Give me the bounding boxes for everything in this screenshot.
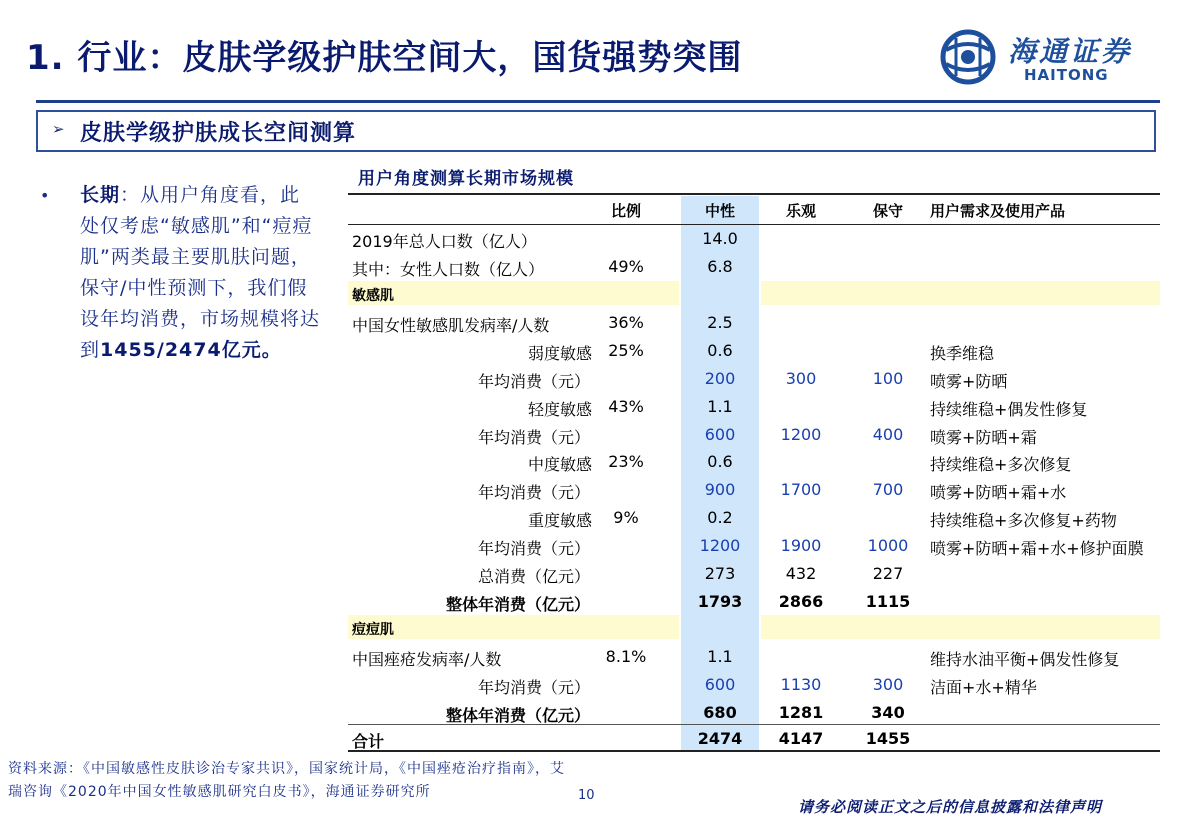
row-label: 年均消费（元） bbox=[477, 678, 590, 697]
table-top-rule bbox=[348, 193, 1160, 195]
row-label: 中度敏感 bbox=[527, 455, 592, 474]
cell-neutral: 200 bbox=[704, 369, 736, 388]
bullet-icon: • bbox=[40, 186, 50, 205]
section-title: 皮肤学级护肤成长空间测算 bbox=[80, 121, 357, 146]
cell-ratio: 23% bbox=[608, 452, 644, 471]
table-row bbox=[348, 365, 1160, 393]
cell-need: 持续维稳+多次修复 bbox=[930, 455, 1072, 474]
summary-text-1: ：从用户角度看，此处仅考虑“敏感肌”和“痘痘肌”两类最主要肌肤问题，保守/中性预测下，我们假设年均消费，市场规模将达到 bbox=[80, 184, 321, 361]
cell-conservative: 340 bbox=[871, 703, 905, 722]
table-row bbox=[348, 253, 1160, 281]
table-row bbox=[348, 532, 1160, 560]
header-neutral: 中性 bbox=[704, 202, 735, 220]
table-row bbox=[348, 309, 1160, 337]
cell-need: 喷雾+防晒+霜+水+修护面膜 bbox=[930, 539, 1144, 558]
row-label: 总消费（亿元） bbox=[477, 567, 590, 586]
table-subtotal-row bbox=[348, 588, 1160, 616]
header-ratio: 比例 bbox=[610, 202, 641, 220]
cell-neutral: 0.6 bbox=[707, 341, 733, 360]
row-label: 2019年总人口数（亿人） bbox=[352, 232, 537, 251]
company-logo bbox=[938, 28, 1168, 88]
cell-need: 喷雾+防晒+霜+水 bbox=[930, 483, 1067, 502]
row-label: 重度敏感 bbox=[527, 511, 592, 530]
table-total-row bbox=[348, 725, 1160, 753]
cell-conservative: 300 bbox=[872, 675, 904, 694]
source-note: 资料来源：《中国敏感性皮肤诊治专家共识》，国家统计局，《中国痤疮治疗指南》，艾瑞咨询《2020年中国女性敏感肌研究白皮书》，海通证券研究所 bbox=[8, 761, 565, 800]
cell-neutral: 900 bbox=[704, 480, 736, 499]
cell-conservative: 100 bbox=[872, 369, 904, 388]
logo-english-name: HAITONG bbox=[1024, 66, 1109, 84]
section-label: 敏感肌 bbox=[352, 288, 394, 304]
cell-ratio: 9% bbox=[613, 508, 639, 527]
row-label: 年均消费（元） bbox=[477, 372, 590, 391]
cell-neutral: 680 bbox=[703, 703, 737, 722]
table-subtotal-row bbox=[348, 699, 1160, 727]
cell-ratio: 25% bbox=[608, 341, 644, 360]
header-need: 用户需求及使用产品 bbox=[930, 202, 1066, 220]
cell-need: 喷雾+防晒 bbox=[930, 372, 1008, 391]
row-label: 合计 bbox=[352, 732, 385, 751]
cell-optimistic: 4147 bbox=[778, 729, 824, 748]
cell-neutral: 14.0 bbox=[702, 229, 738, 248]
cell-ratio: 43% bbox=[608, 397, 644, 416]
cell-need: 洁面+水+精华 bbox=[930, 678, 1037, 697]
row-label: 中国痤疮发病率/人数 bbox=[352, 650, 502, 669]
table-row bbox=[348, 643, 1160, 671]
cell-conservative: 700 bbox=[872, 480, 904, 499]
table-row bbox=[348, 448, 1160, 476]
cell-conservative: 400 bbox=[872, 425, 904, 444]
row-label: 中国女性敏感肌发病率/人数 bbox=[352, 316, 550, 335]
cell-optimistic: 1281 bbox=[778, 703, 824, 722]
table-header-row bbox=[348, 196, 1160, 224]
cell-ratio: 49% bbox=[608, 257, 644, 276]
summary-text-2: 亿元。 bbox=[221, 339, 282, 361]
header-optimistic: 乐观 bbox=[785, 202, 816, 220]
table-row bbox=[348, 337, 1160, 365]
section-header bbox=[36, 110, 1156, 152]
cell-neutral: 6.8 bbox=[707, 257, 733, 276]
row-label: 轻度敏感 bbox=[527, 400, 592, 419]
cell-optimistic: 2866 bbox=[778, 592, 824, 611]
cell-ratio: 36% bbox=[608, 313, 644, 332]
table-row bbox=[348, 393, 1160, 421]
cell-need: 换季维稳 bbox=[930, 344, 995, 363]
row-label: 年均消费（元） bbox=[477, 483, 590, 502]
cell-ratio: 8.1% bbox=[605, 647, 647, 666]
table-row bbox=[348, 225, 1160, 253]
cell-need: 持续维稳+多次修复+药物 bbox=[930, 511, 1117, 530]
cell-neutral: 2474 bbox=[697, 729, 743, 748]
cell-need: 维持水油平衡+偶发性修复 bbox=[930, 650, 1120, 669]
row-label: 年均消费（元） bbox=[477, 428, 590, 447]
legal-disclaimer: 请务必阅读正文之后的信息披露和法律声明 bbox=[798, 798, 1103, 816]
cell-need: 持续维稳+偶发性修复 bbox=[930, 400, 1088, 419]
cell-optimistic: 1130 bbox=[780, 675, 822, 694]
row-label: 整体年消费（亿元） bbox=[445, 595, 590, 614]
table-row bbox=[348, 476, 1160, 504]
cell-neutral: 600 bbox=[704, 675, 736, 694]
header-conservative: 保守 bbox=[872, 202, 903, 220]
summary-paragraph bbox=[80, 180, 320, 366]
cell-conservative: 227 bbox=[872, 564, 904, 583]
cell-neutral: 600 bbox=[704, 425, 736, 444]
table-section-row bbox=[348, 615, 1160, 643]
table-row bbox=[348, 421, 1160, 449]
cell-neutral: 0.2 bbox=[707, 508, 733, 527]
row-label: 整体年消费（亿元） bbox=[445, 706, 590, 725]
section-label: 痘痘肌 bbox=[352, 622, 394, 638]
row-label: 弱度敏感 bbox=[527, 344, 592, 363]
cell-neutral: 1793 bbox=[697, 592, 743, 611]
page-title: 1. 行业：皮肤学级护肤空间大，国货强势突围 bbox=[26, 38, 743, 78]
cell-neutral: 1200 bbox=[699, 536, 741, 555]
summary-lead: 长期 bbox=[80, 184, 121, 206]
haitong-logo-icon bbox=[938, 28, 1000, 86]
cell-neutral: 1.1 bbox=[707, 397, 733, 416]
cell-conservative: 1115 bbox=[865, 592, 911, 611]
page-number: 10 bbox=[578, 788, 595, 803]
row-label: 年均消费（元） bbox=[477, 539, 590, 558]
cell-optimistic: 300 bbox=[785, 369, 817, 388]
cell-optimistic: 1900 bbox=[780, 536, 822, 555]
header-divider bbox=[36, 100, 1160, 103]
cell-neutral: 1.1 bbox=[707, 647, 733, 666]
summary-highlight: 1455/2474 bbox=[100, 339, 222, 361]
cell-neutral: 2.5 bbox=[707, 313, 733, 332]
cell-need: 喷雾+防晒+霜 bbox=[930, 428, 1037, 447]
table-row bbox=[348, 504, 1160, 532]
cell-conservative: 1000 bbox=[867, 536, 909, 555]
row-label: 其中：女性人口数（亿人） bbox=[352, 260, 545, 279]
table-row bbox=[348, 560, 1160, 588]
cell-neutral: 273 bbox=[704, 564, 736, 583]
table-section-row bbox=[348, 281, 1160, 309]
logo-chinese-name: 海通证券 bbox=[1008, 35, 1133, 68]
cell-neutral: 0.6 bbox=[707, 452, 733, 471]
cell-optimistic: 432 bbox=[785, 564, 817, 583]
table-title: 用户角度测算长期市场规模 bbox=[358, 169, 574, 189]
cell-optimistic: 1700 bbox=[780, 480, 822, 499]
arrow-icon: ➢ bbox=[52, 120, 65, 138]
cell-optimistic: 1200 bbox=[780, 425, 822, 444]
cell-conservative: 1455 bbox=[865, 729, 911, 748]
table-row bbox=[348, 671, 1160, 699]
